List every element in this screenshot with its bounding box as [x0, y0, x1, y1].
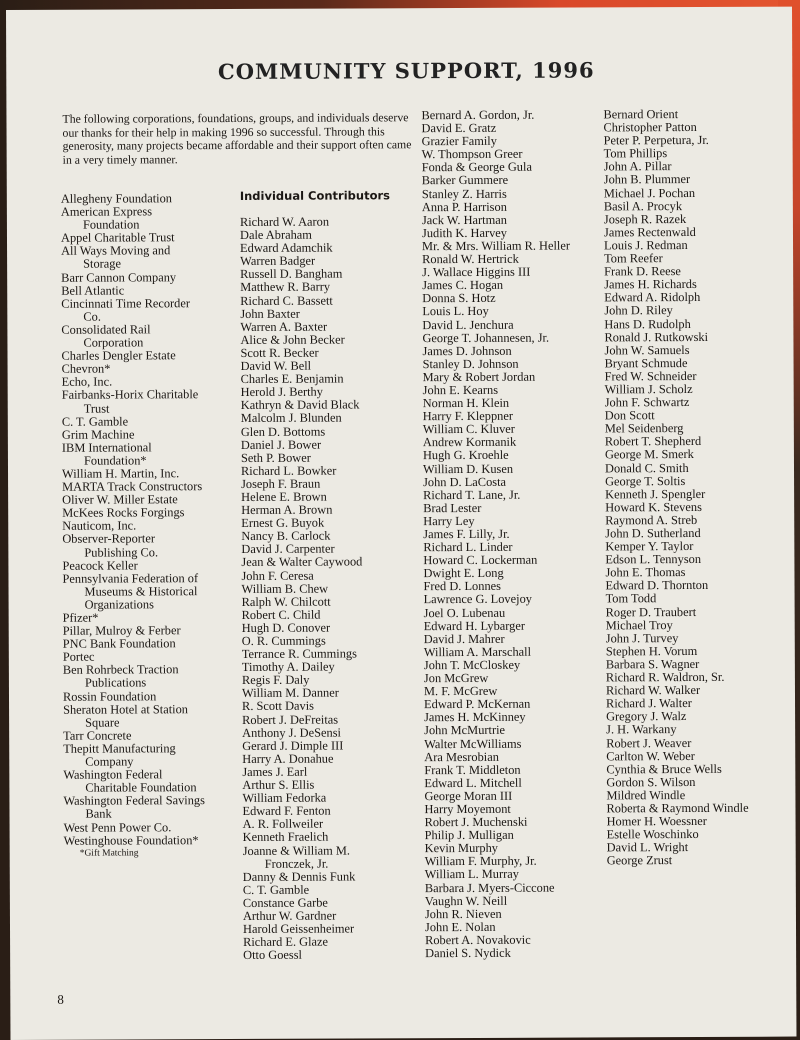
contributor-entry-text: Richard W. Aaron	[239, 214, 330, 229]
intro-paragraph: The following corporations, foundations, groups, and individuals deserve our thanks for their help in making 1996 so successful. Through this generosity, many projects became affordable and their support often came in a very timely manner.	[62, 110, 412, 167]
contributor-entry: David J. Mahrer	[423, 631, 505, 646]
contributor-entry: Ara Mesrobian	[424, 749, 499, 764]
corporation-entry-continuation: Co.	[83, 309, 101, 324]
contributor-entry: Howard K. Stevens	[605, 499, 702, 515]
contributor-entry: James F. Lilly, Jr.	[423, 526, 510, 542]
contributor-entry: James Rectenwald	[603, 224, 696, 240]
corporation-entry-text: Thepitt Manufacturing	[63, 741, 176, 756]
contributor-entry: Tom Phillips	[603, 146, 668, 161]
contributor-entry: Edward L. Mitchell	[424, 775, 522, 790]
corporation-entry	[63, 794, 238, 821]
contributor-entry-text: Timothy A. Dailey	[241, 659, 335, 675]
individuals-column-3	[603, 108, 786, 868]
contributor-entry-text: Otto Goessl	[243, 947, 303, 963]
contributor-entry-text: John F. Ceresa	[241, 568, 314, 583]
corporations-list	[61, 192, 239, 861]
contributor-entry-text: Matthew R. Barry	[240, 280, 331, 295]
corporation-entry-text: Sheraton Hotel at Station	[63, 701, 189, 717]
corporation-entry-text: Echo, Inc.	[61, 374, 113, 390]
contributor-entry: Mary & Robert Jordan	[422, 369, 536, 385]
corporation-entry-text: Allegheny Foundation	[60, 191, 173, 206]
corporation-entry-continuation: Corporation	[83, 335, 144, 350]
contributor-entry: John D. Sutherland	[605, 525, 701, 541]
contributor-entry: Robert J. Weaver	[606, 735, 692, 750]
contributor-entry: Raymond A. Streb	[605, 512, 698, 528]
corporation-entry-text: Ben Rohrbeck Traction	[62, 662, 179, 678]
contributor-entry: Fonda & George Gula	[421, 160, 532, 175]
contributor-entry: Richard L. Linder	[423, 539, 513, 555]
contributor-entry-text: Herold J. Berthy	[240, 384, 323, 400]
contributor-entry: Frank T. Middleton	[424, 762, 521, 777]
contributor-entry: Roberta & Raymond Windle	[606, 800, 749, 816]
individual-contributors-heading: Individual Contributors	[239, 188, 391, 203]
contributor-entry-text: Joanne & William M.	[242, 843, 351, 858]
corporation-entry-text: C. T. Gamble	[61, 414, 129, 429]
contributor-entry: Edward A. Ridolph	[604, 290, 701, 305]
contributor-entry: Bernard A. Gordon, Jr.	[421, 107, 535, 123]
contributor-entry: John D. LaCosta	[423, 474, 507, 489]
corporation-entry-text: William H. Martin, Inc.	[61, 466, 180, 481]
contributor-entry: Peter P. Perpetura, Jr.	[603, 133, 709, 148]
contributor-entry: Tom Todd	[605, 591, 657, 606]
page-number: 8	[57, 991, 64, 1007]
corporation-entry-text: MARTA Track Constructors	[62, 479, 203, 494]
contributor-entry: Estelle Woschinko	[606, 827, 699, 842]
corporation-entry-text: Observer-Reporter	[62, 531, 155, 547]
corporation-entry-text: Rossin Foundation	[62, 688, 157, 704]
contributor-entry-text: John Baxter	[240, 306, 300, 321]
contributor-entry: Tom Reefer	[604, 251, 663, 266]
contributor-entry-text: Richard E. Glaze	[243, 934, 329, 950]
contributor-entry: John W. Samuels	[604, 342, 690, 358]
contributor-entry: Edward P. McKernan	[424, 696, 531, 712]
contributor-entry: J. H. Warkany	[606, 722, 677, 737]
contributor-entry-text: Robert C. Child	[241, 607, 321, 622]
contributor-entry: Edson L. Tennyson	[605, 552, 702, 567]
corporation-entry-text: Nauticom, Inc.	[62, 518, 137, 534]
contributor-entry-text: James J. Earl	[242, 764, 308, 779]
corporation-entry-text: American Express	[60, 204, 153, 219]
contributor-entry-text: C. T. Gamble	[242, 882, 310, 897]
corporation-entry-continuation: Publications	[84, 675, 147, 691]
contributor-entry-text: Edward F. Fenton	[242, 803, 331, 819]
contributor-entry: M. F. McGrew	[423, 683, 498, 699]
contributor-entry-text: Terrance R. Cummings	[241, 646, 357, 662]
corporation-entry-continuation: Foundation	[82, 217, 140, 232]
contributor-entry: Brad Lester	[423, 500, 482, 515]
contributor-entry: John E. Thomas	[605, 565, 686, 580]
contributor-entry-text: William B. Chew	[241, 581, 329, 596]
contributor-entry-text: Harry A. Donahue	[242, 751, 334, 766]
corporation-entry-continuation: Organizations	[84, 597, 154, 612]
contributor-entry: Harry F. Kleppner	[422, 408, 514, 424]
contributor-entry: Robert J. Muchenski	[424, 814, 528, 830]
contributor-entry-text: Malcolm J. Blunden	[240, 410, 342, 426]
corporation-entry	[61, 297, 236, 324]
contributor-entry-text: Arthur S. Ellis	[242, 777, 315, 793]
contributor-entry: Carlton W. Weber	[606, 748, 695, 763]
corporation-entry-text: Oliver W. Miller Estate	[62, 492, 178, 507]
contributor-entry: Roger D. Traubert	[605, 604, 697, 619]
individuals-column-1	[240, 215, 423, 962]
contributor-entry: Mildred Windle	[606, 787, 686, 803]
corporation-entry-continuation: Bank	[85, 806, 112, 822]
contributor-entry: William J. Scholz	[604, 381, 693, 397]
corporation-entry	[62, 572, 237, 612]
contributor-entry: Gordon S. Wilson	[606, 774, 696, 790]
corporation-entry-text: McKees Rocks Forgings	[62, 505, 185, 521]
contributor-entry: John A. Pillar	[603, 159, 672, 174]
contributor-entry: Andrew Kormanik	[422, 435, 517, 450]
corporation-entry	[62, 532, 237, 559]
contributor-entry: Hugh G. Kroehle	[422, 448, 509, 463]
contributor-entry: Louis L. Hoy	[422, 304, 489, 319]
corporation-entry-text: Washington Federal	[63, 767, 163, 782]
corporation-entry-continuation: Foundation*	[83, 453, 147, 468]
contributor-entry: Hans D. Rudolph	[604, 316, 691, 331]
corporation-entry-continuation: Charitable Foundation	[85, 780, 197, 795]
contributor-entry: Judith K. Harvey	[421, 225, 508, 241]
contributor-entry: Richard T. Lane, Jr.	[423, 487, 521, 502]
contributor-entry-text: Constance Garbe	[242, 895, 328, 910]
contributor-entry: George Zrust	[606, 853, 673, 868]
contributor-entry: Grazier Family	[421, 134, 497, 149]
contributor-entry: Anna P. Harrison	[421, 199, 507, 214]
corporation-entry	[63, 768, 238, 795]
corporation-entry-text: Grim Machine	[61, 427, 135, 442]
corporation-entry-text: Peacock Keller	[62, 558, 138, 573]
corporation-entry-text: Appel Charitable Trust	[60, 230, 175, 246]
contributor-entry-text: Dale Abraham	[239, 227, 312, 243]
contributor-entry: Daniel S. Nydick	[425, 945, 511, 961]
contributor-entry: Walter McWilliams	[424, 736, 522, 751]
contributor-entry-text: Edward Adamchik	[240, 240, 333, 256]
contributor-entry: Fred D. Lonnes	[423, 579, 501, 594]
contributor-entry: George T. Johannesen, Jr.	[422, 330, 550, 345]
contributor-entry: Michael Troy	[605, 617, 673, 633]
contributor-entry: Stanley D. Johnson	[422, 356, 519, 371]
corporation-entry-text: Tarr Concrete	[63, 728, 132, 743]
corporation-entry	[61, 205, 236, 232]
contributor-entry-text: O. R. Cummings	[241, 633, 326, 648]
contributor-entry: Donald C. Smith	[604, 460, 689, 475]
contributor-entry-text: Warren Badger	[240, 253, 316, 269]
contributor-entry: John R. Nieven	[424, 906, 502, 921]
corporation-entry-text: Chevron*	[61, 361, 111, 376]
contributor-entry: Robert A. Novakovic	[425, 932, 531, 948]
contributor-entry: William D. Kusen	[422, 461, 514, 476]
corporation-entry	[63, 663, 238, 690]
corporation-entry-continuation: Company	[85, 754, 134, 769]
contributor-entry: James C. Hogan	[422, 278, 504, 293]
contributor-entry: David L. Jenchura	[422, 317, 514, 332]
corporation-entry	[63, 703, 238, 730]
contributor-entry: Norman H. Klein	[422, 395, 510, 411]
contributor-entry: Harry Moyemont	[424, 801, 511, 817]
contributor-entry-continuation: Fronczek, Jr.	[264, 856, 329, 871]
contributor-entry: Edward D. Thornton	[605, 578, 709, 593]
contributor-entry	[243, 844, 423, 871]
contributor-entry-text: Ralph W. Chilcott	[241, 594, 331, 609]
contributor-entry-text: Kathryn & David Black	[240, 397, 360, 413]
corporation-entry-text: Fairbanks-Horix Charitable	[61, 387, 199, 403]
contributor-entry-text: David J. Carpenter	[241, 541, 335, 557]
corporation-entry	[61, 323, 236, 350]
contributor-entry-text: Alice & John Becker	[240, 332, 345, 347]
contributor-entry: Donna S. Hotz	[422, 291, 496, 306]
contributor-entry: William C. Kluver	[422, 422, 515, 437]
corporation-entry	[62, 441, 237, 468]
corporation-entry-text: Westinghouse Foundation*	[63, 832, 199, 848]
contributor-entry: Edward H. Lybarger	[423, 618, 526, 633]
corporation-entry-text: Charles Dengler Estate	[61, 348, 176, 363]
contributor-entry: John D. Riley	[604, 303, 673, 318]
corporation-entry-continuation: Museums & Historical	[84, 583, 198, 599]
contributor-entry: Kemper Y. Taylor	[605, 539, 694, 554]
contributor-entry-text: Ernest G. Buyok	[241, 515, 325, 531]
page-title: COMMUNITY SUPPORT, 1996	[217, 57, 595, 85]
corporation-entry-text: Cincinnati Time Recorder	[61, 295, 191, 311]
contributor-entry: George Moran III	[424, 788, 513, 804]
corporation-entry-text: All Ways Moving and	[61, 243, 171, 259]
contributor-entry: Robert T. Shepherd	[604, 434, 702, 449]
contributor-entry-text: Glen D. Bottoms	[240, 424, 326, 439]
contributor-entry: W. Thompson Greer	[421, 147, 523, 162]
contributor-entry: Jon McGrew	[423, 670, 489, 686]
contributor-entry: Barker Gummere	[421, 173, 509, 188]
contributor-entry: Richard J. Walter	[606, 696, 692, 711]
contributor-entry-text: Daniel J. Bower	[240, 437, 322, 452]
contributor-entry-text: David W. Bell	[240, 358, 312, 374]
contributor-entry-text: Joseph F. Braun	[241, 476, 321, 491]
contributor-entry: David E. Gratz	[421, 120, 497, 136]
contributor-entry: Barbara S. Wagner	[605, 656, 700, 672]
contributor-entry: Howard C. Lockerman	[423, 552, 538, 568]
contributor-entry: William F. Murphy, Jr.	[424, 854, 537, 869]
contributor-entry: J. Wallace Higgins III	[422, 264, 531, 280]
document-page	[6, 7, 796, 1040]
contributor-entry: Vaughn W. Neill	[424, 893, 508, 908]
contributor-entry-text: Russell D. Bangham	[240, 266, 343, 282]
individuals-column-2	[421, 108, 605, 960]
corporation-entry-text: Washington Federal Savings	[63, 793, 205, 809]
contributor-entry: Joseph R. Razek	[603, 211, 687, 227]
contributor-entry: John T. McCloskey	[423, 657, 521, 673]
contributor-entry-text: William Fedorka	[242, 790, 327, 806]
gift-matching-note: *Gift Matching	[79, 848, 139, 859]
contributor-entry-text: Charles E. Benjamin	[240, 371, 344, 387]
contributor-entry-text: Helene E. Brown	[241, 489, 327, 504]
contributor-entry-text: Scott R. Becker	[240, 345, 319, 360]
contributor-entry: Michael J. Pochan	[603, 185, 696, 200]
contributor-entry-text: Richard L. Bowker	[240, 463, 337, 478]
contributor-entry: Richard R. Waldron, Sr.	[605, 669, 725, 685]
corporation-entry-continuation: Trust	[83, 401, 110, 416]
contributor-entry: Basil A. Procyk	[603, 198, 683, 214]
contributor-entry: David L. Wright	[606, 840, 689, 855]
corporation-entry-text: IBM International	[61, 440, 152, 455]
corporation-entry	[64, 834, 239, 848]
contributor-entry-text: Kenneth Fraelich	[242, 830, 329, 845]
corporation-entry-text: Portec	[62, 649, 95, 665]
contributor-entry: Richard W. Walker	[605, 683, 701, 698]
corporation-entry	[61, 244, 236, 271]
contributor-entry-text: Nancy B. Carlock	[241, 528, 331, 544]
contributor-entry-text: Seth P. Bower	[240, 450, 311, 465]
contributor-entry: Don Scott	[604, 408, 655, 423]
contributor-entry-text: Arthur W. Gardner	[242, 908, 337, 923]
contributor-entry: Kevin Murphy	[424, 841, 499, 856]
corporation-entry-text: Pillar, Mulroy & Ferber	[62, 623, 181, 638]
contributor-entry: James H. Richards	[604, 277, 697, 292]
contributor-entry: Christopher Patton	[603, 120, 697, 135]
contributor-entry-text: R. Scott Davis	[242, 699, 315, 714]
contributor-entry: George T. Soltis	[605, 473, 686, 489]
contributor-entry: Harry Ley	[423, 513, 475, 529]
contributor-entry: John F. Schwartz	[604, 395, 690, 410]
contributor-entry	[243, 948, 423, 962]
contributor-entry: Ronald W. Hertrick	[422, 251, 519, 267]
corporation-entry-continuation: Publishing Co.	[84, 544, 159, 560]
contributor-entry-text: Warren A. Baxter	[240, 319, 328, 334]
contributor-entry-text: Harold Geissenheimer	[242, 921, 355, 937]
contributor-entry-text: Richard C. Bassett	[240, 293, 333, 308]
corporation-entry-text: Pfizer*	[62, 610, 99, 625]
contributor-entry: Cynthia & Bruce Wells	[606, 761, 722, 777]
contributor-entry: Louis J. Redman	[604, 237, 688, 253]
contributor-entry-text: Robert J. DeFreitas	[242, 712, 339, 727]
contributor-entry-text: Danny & Dennis Funk	[242, 869, 356, 884]
contributor-entry: Fred W. Schneider	[604, 368, 697, 384]
contributor-entry-text: Hugh D. Conover	[241, 620, 331, 635]
contributor-entry: James H. McKinney	[424, 710, 526, 725]
contributor-entry-text: Anthony J. DeSensi	[242, 725, 341, 740]
contributor-entry: Philip J. Mulligan	[424, 827, 514, 843]
corporation-entry-text: Consolidated Rail	[61, 322, 151, 337]
corporation-entry-text: Pennsylvania Federation of	[62, 570, 199, 586]
contributor-entry: Bernard Orient	[603, 107, 679, 122]
contributor-entry: Mel Seidenberg	[604, 421, 684, 436]
contributor-entry: Frank D. Reese	[604, 264, 681, 279]
contributor-entry: Jack W. Hartman	[421, 212, 507, 227]
contributor-entry: John E. Kearns	[422, 382, 499, 398]
corporation-entry-text: PNC Bank Foundation	[62, 636, 176, 651]
contributor-entry: Kenneth J. Spengler	[605, 486, 706, 502]
contributor-entry: Joel O. Lubenau	[423, 605, 506, 620]
contributor-entry-text: Gerard J. Dimple III	[242, 738, 344, 753]
contributor-entry-text: A. R. Follweiler	[242, 816, 324, 832]
contributor-entry: John McMurtrie	[424, 723, 506, 738]
corporation-entry-text: Bell Atlantic	[61, 283, 125, 298]
contributor-entry-text: Regis F. Daly	[241, 672, 310, 688]
contributor-entry: Homer H. Woessner	[606, 814, 707, 829]
corporation-entry-text: West Penn Power Co.	[63, 819, 172, 835]
contributor-entry: Barbara J. Myers-Ciccone	[424, 880, 555, 895]
contributor-entry-text: William M. Danner	[241, 685, 339, 701]
contributor-entry: Ronald J. Rutkowski	[604, 329, 709, 344]
contributor-entry: William L. Murray	[424, 867, 519, 882]
contributor-entry: Gregory J. Walz	[606, 709, 687, 724]
corporation-entry	[62, 388, 237, 415]
contributor-entry: William A. Marschall	[423, 644, 532, 660]
corporation-entry-continuation: Square	[85, 715, 120, 730]
contributor-entry: George M. Smerk	[604, 447, 694, 462]
contributor-entry: John J. Turvey	[605, 630, 679, 646]
corporation-entry-continuation: Storage	[83, 256, 121, 272]
contributor-entry-text: Jean & Walter Caywood	[241, 554, 363, 570]
contributor-entry: Stephen H. Vorum	[605, 643, 698, 659]
contributor-entry: Stanley Z. Harris	[421, 186, 507, 201]
contributor-entry: Bryant Schmude	[604, 355, 688, 371]
contributor-entry: Mr. & Mrs. William R. Heller	[422, 238, 571, 254]
contributor-entry: Lawrence G. Lovejoy	[423, 592, 532, 607]
contributor-entry: Dwight E. Long	[423, 566, 504, 581]
contributor-entry: James D. Johnson	[422, 343, 512, 358]
contributor-entry-text: Herman A. Brown	[241, 502, 333, 518]
corporation-entry	[63, 742, 238, 769]
corporation-entry-text: Barr Cannon Company	[61, 269, 177, 285]
contributor-entry: John E. Nolan	[424, 919, 496, 934]
contributor-entry: John B. Plummer	[603, 172, 691, 187]
